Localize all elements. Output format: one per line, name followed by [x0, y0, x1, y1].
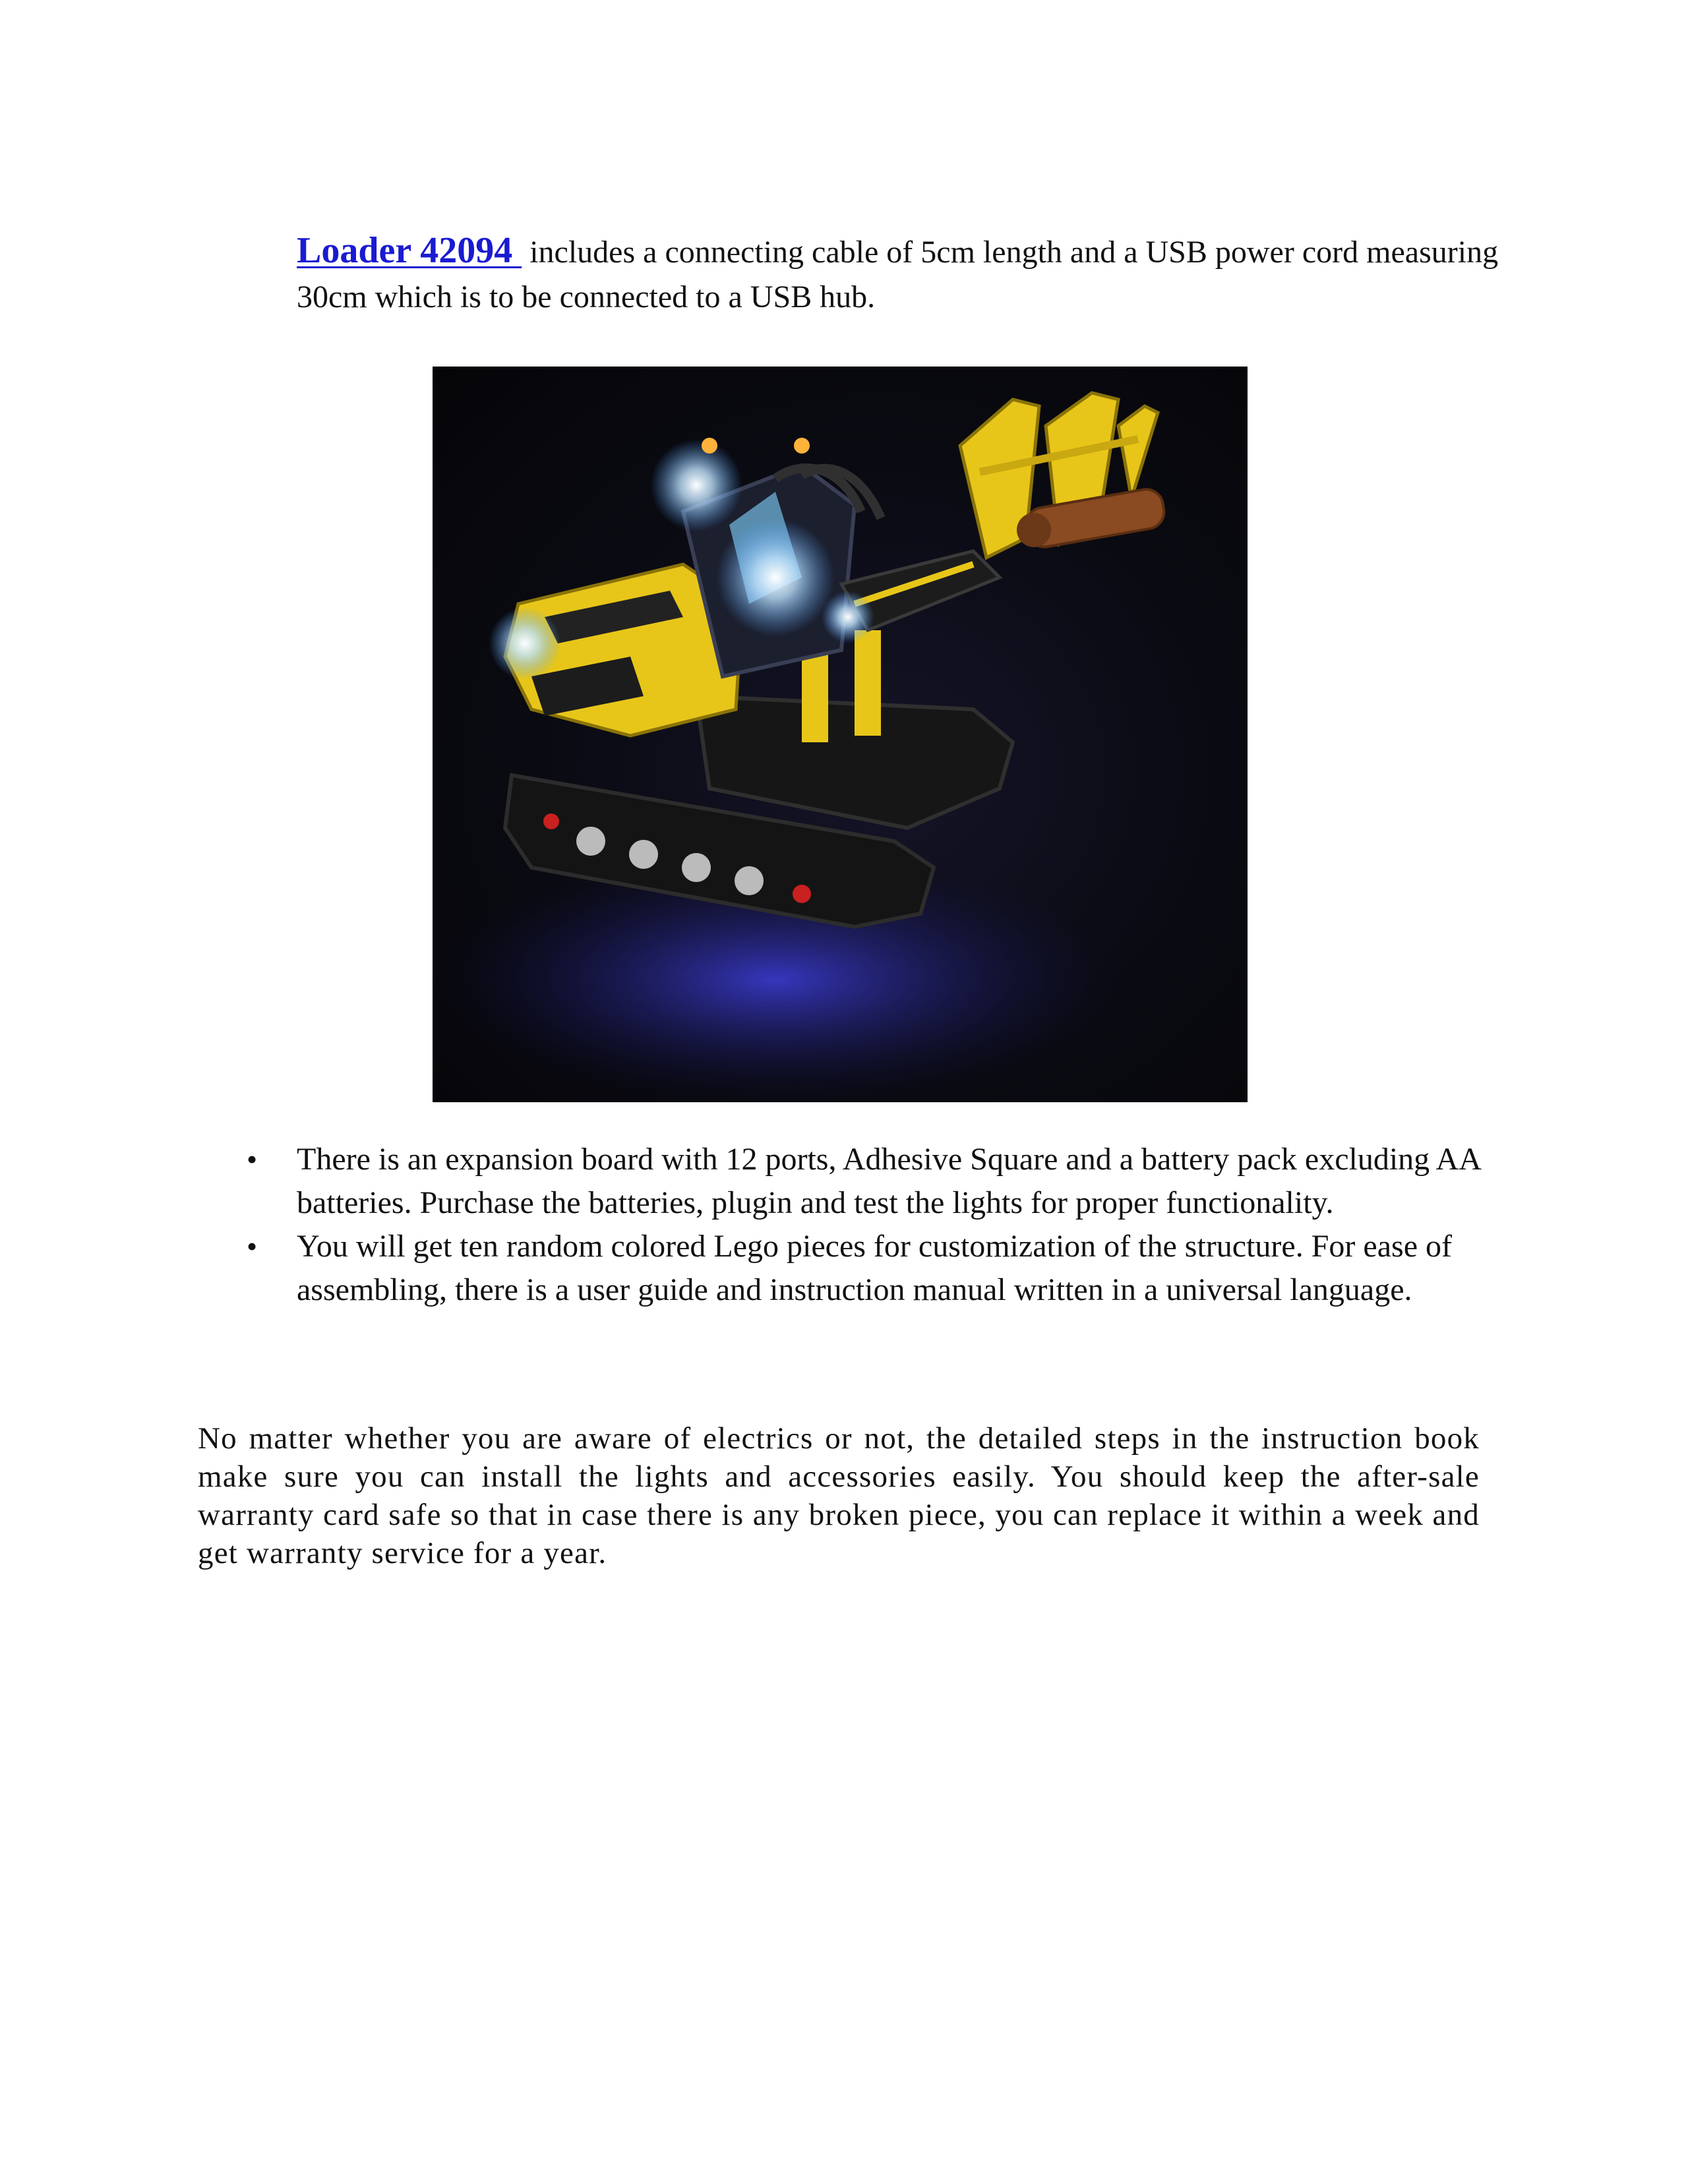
bullet-icon: • [247, 1229, 258, 1263]
feature-list [237, 1138, 1490, 1312]
bullet-icon: • [247, 1142, 258, 1176]
list-item [237, 1225, 1490, 1312]
list-item-text: You will get ten random colored Lego pieces for customization of the structure. For ease of assembling, there is a user guide and instruction manual written in a universal language. [297, 1229, 1452, 1307]
list-item [237, 1138, 1490, 1225]
intro-paragraph [297, 228, 1523, 320]
product-link[interactable]: Loader 42094 [297, 230, 522, 271]
product-photo [433, 367, 1248, 1102]
intro-text: includes a connecting cable of 5cm length and a USB power cord measuring 30cm which is to be connected to a USB hub. [297, 235, 1499, 314]
list-item-text: There is an expansion board with 12 ports, Adhesive Square and a battery pack excluding AA batteries. Purchase the batteries, plugin and test the lights for proper functionality. [297, 1142, 1480, 1220]
loader-model-illustration [433, 367, 1248, 1102]
closing-paragraph: No matter whether you are aware of electrics or not, the detailed steps in the instruction book make sure you can install the lights and accessories easily. You should keep the after-sale warranty card safe so that in case there is any broken piece, you can replace it within a week and get warranty service for a year. [198, 1421, 1480, 1570]
fork-attachment [960, 393, 1167, 558]
